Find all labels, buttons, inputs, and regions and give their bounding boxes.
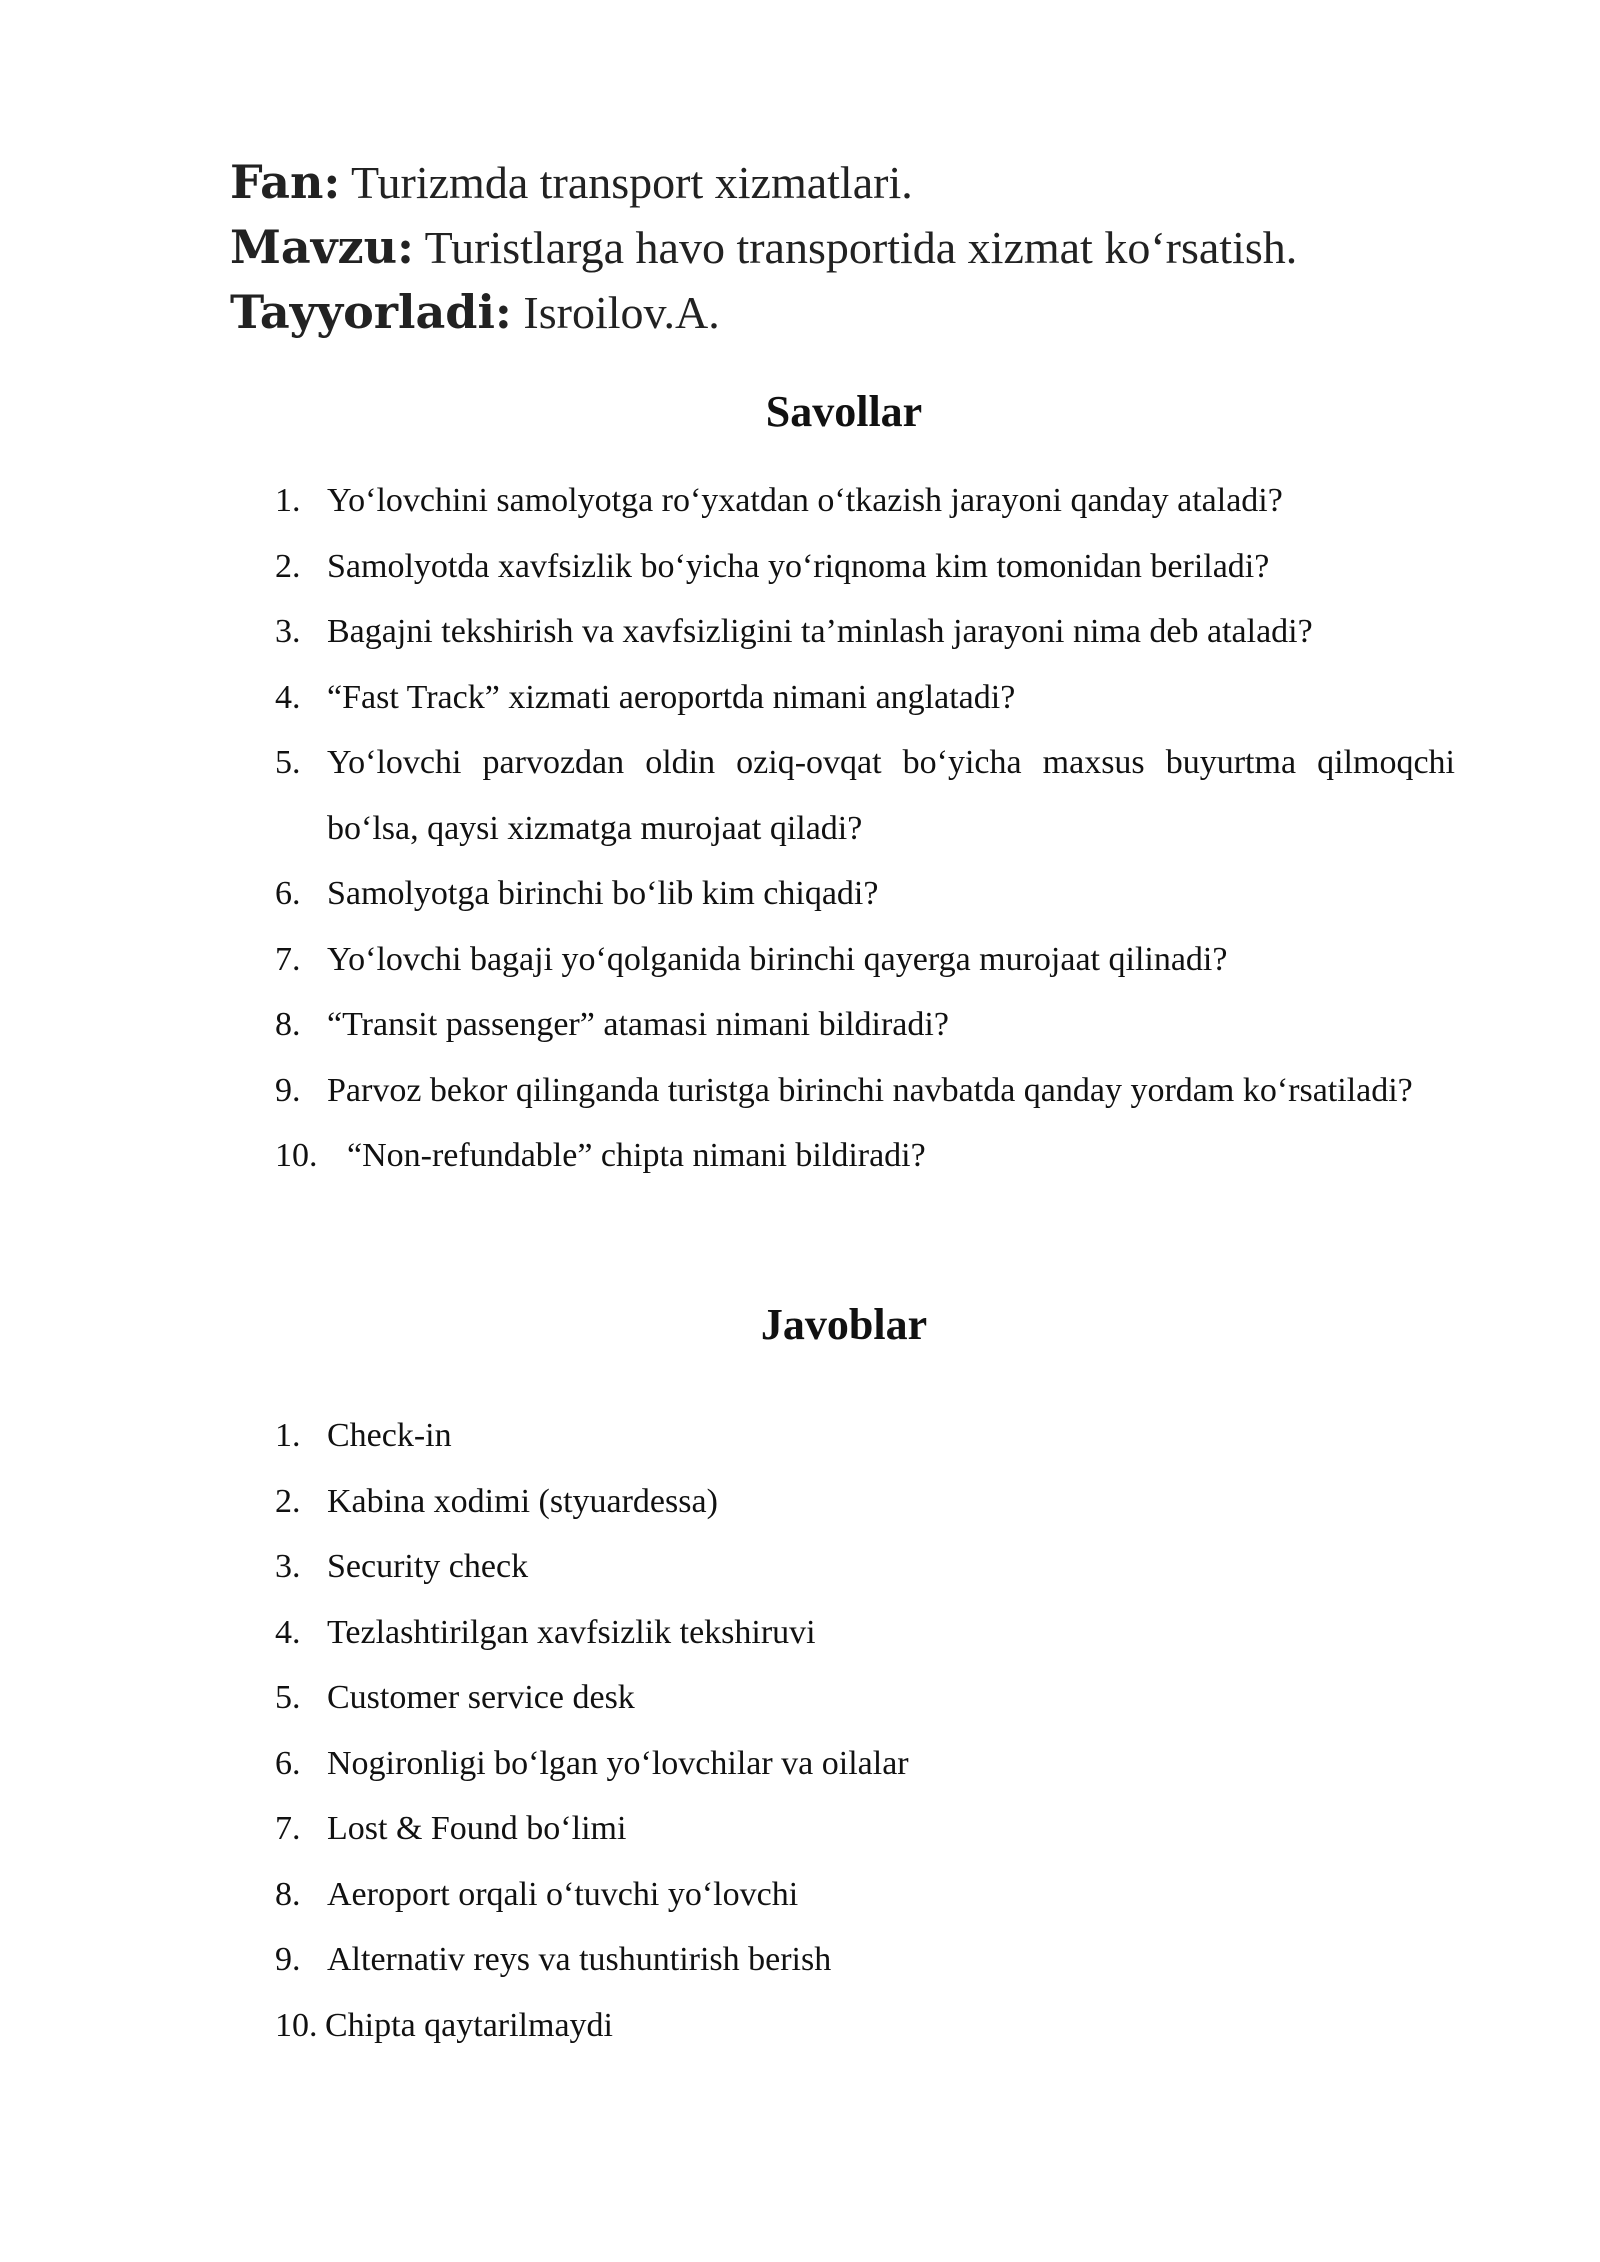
question-item	[275, 1123, 1455, 1189]
answer-item	[275, 1862, 1455, 1928]
answer-item	[275, 1665, 1455, 1731]
answer-text: Nogironligi boʻlgan yoʻlovchilar va oilalar	[327, 1744, 909, 1782]
question-item	[275, 992, 1455, 1058]
subject-label: Fan:	[230, 155, 341, 209]
author-label: Tayyorladi:	[230, 285, 512, 339]
questions-list	[275, 468, 1455, 1189]
answer-item	[275, 1796, 1455, 1862]
question-number: 5.	[275, 744, 301, 781]
question-number: 1.	[275, 482, 301, 519]
question-text: “Transit passenger” atamasi nimani bildiradi?	[327, 1006, 949, 1043]
question-item	[275, 599, 1455, 665]
question-item	[275, 1058, 1455, 1124]
question-number: 8.	[275, 1006, 301, 1043]
answer-item	[275, 1534, 1455, 1600]
question-text: Samolyotga birinchi boʻlib kim chiqadi?	[327, 875, 879, 912]
answer-number: 9.	[275, 1941, 301, 1978]
answer-text: Customer service desk	[327, 1679, 635, 1716]
question-text: Samolyotda xavfsizlik boʻyicha yoʻriqnoma kim tomonidan beriladi?	[327, 547, 1270, 585]
question-item	[275, 534, 1455, 600]
answer-number: 1.	[275, 1417, 301, 1454]
answer-number: 8.	[275, 1875, 301, 1913]
question-number: 7.	[275, 940, 301, 978]
answer-text: Lost & Found boʻlimi	[327, 1810, 627, 1847]
question-number: 10.	[275, 1137, 318, 1174]
document-header	[230, 150, 1430, 345]
topic-value: Turistlarga havo transportida xizmat koʻrsatish.	[424, 222, 1298, 273]
subject-line	[230, 150, 1430, 215]
answer-number: 4.	[275, 1613, 301, 1651]
question-item	[275, 468, 1455, 534]
answer-item	[275, 1731, 1455, 1797]
question-text: Yoʻlovchi bagaji yoʻqolganida birinchi qayerga murojaat qilinadi?	[327, 940, 1228, 978]
question-item	[275, 927, 1455, 993]
answer-text: Chipta qaytarilmaydi	[325, 2006, 613, 2044]
question-number: 2.	[275, 547, 301, 585]
answer-number: 5.	[275, 1679, 301, 1716]
answer-item	[275, 1927, 1455, 1993]
answer-text: Check-in	[327, 1417, 452, 1454]
answer-text: Alternativ reys va tushuntirish berish	[327, 1941, 832, 1978]
answers-list	[275, 1403, 1455, 2058]
answer-item	[275, 1403, 1455, 1469]
answers-title: Javoblar	[760, 1300, 928, 1349]
answer-item	[275, 1600, 1455, 1666]
question-number: 9.	[275, 1071, 301, 1109]
question-number: 3.	[275, 613, 301, 650]
question-number: 4.	[275, 678, 301, 716]
answer-number: 10.	[275, 2006, 318, 2044]
answer-number: 6.	[275, 1744, 301, 1782]
question-text: Yoʻlovchini samolyotga roʻyxatdan oʻtkazish jarayoni qanday ataladi?	[327, 482, 1283, 519]
question-text: Bagajni tekshirish va xavfsizligini ta’minlash jarayoni nima deb ataladi?	[327, 613, 1313, 650]
question-text: “Non-refundable” chipta nimani bildiradi?	[347, 1137, 926, 1174]
subject-value: Turizmda transport xizmatlari.	[351, 157, 913, 208]
question-item	[275, 665, 1455, 731]
question-text: Parvoz bekor qilinganda turistga birinchi navbatda qanday yordam koʻrsatiladi?	[327, 1071, 1413, 1109]
answer-item	[275, 1469, 1455, 1535]
answer-text: Aeroport orqali oʻtuvchi yoʻlovchi	[327, 1875, 799, 1913]
questions-title: Savollar	[765, 387, 923, 436]
answer-text: Tezlashtirilgan xavfsizlik tekshiruvi	[327, 1613, 816, 1651]
answer-text: Security check	[327, 1548, 529, 1585]
answer-number: 3.	[275, 1548, 301, 1585]
question-item	[275, 730, 1455, 861]
answer-number: 7.	[275, 1810, 301, 1847]
question-text: “Fast Track” xizmati aeroportda nimani anglatadi?	[327, 678, 1016, 716]
answer-item	[275, 1993, 1455, 2059]
author-value: Isroilov.A.	[523, 287, 720, 338]
answer-text: Kabina xodimi (styuardessa)	[327, 1482, 718, 1520]
question-item	[275, 861, 1455, 927]
question-text: Yoʻlovchi parvozdan oldin oziq-ovqat boʻyicha maxsus buyurtma qilmoqchi boʻlsa, qaysi xizmatga murojaat qiladi?	[327, 744, 1455, 847]
topic-label: Mavzu:	[230, 220, 414, 274]
answer-number: 2.	[275, 1482, 301, 1520]
author-line	[230, 280, 1430, 345]
question-number: 6.	[275, 875, 301, 912]
topic-line	[230, 215, 1430, 280]
